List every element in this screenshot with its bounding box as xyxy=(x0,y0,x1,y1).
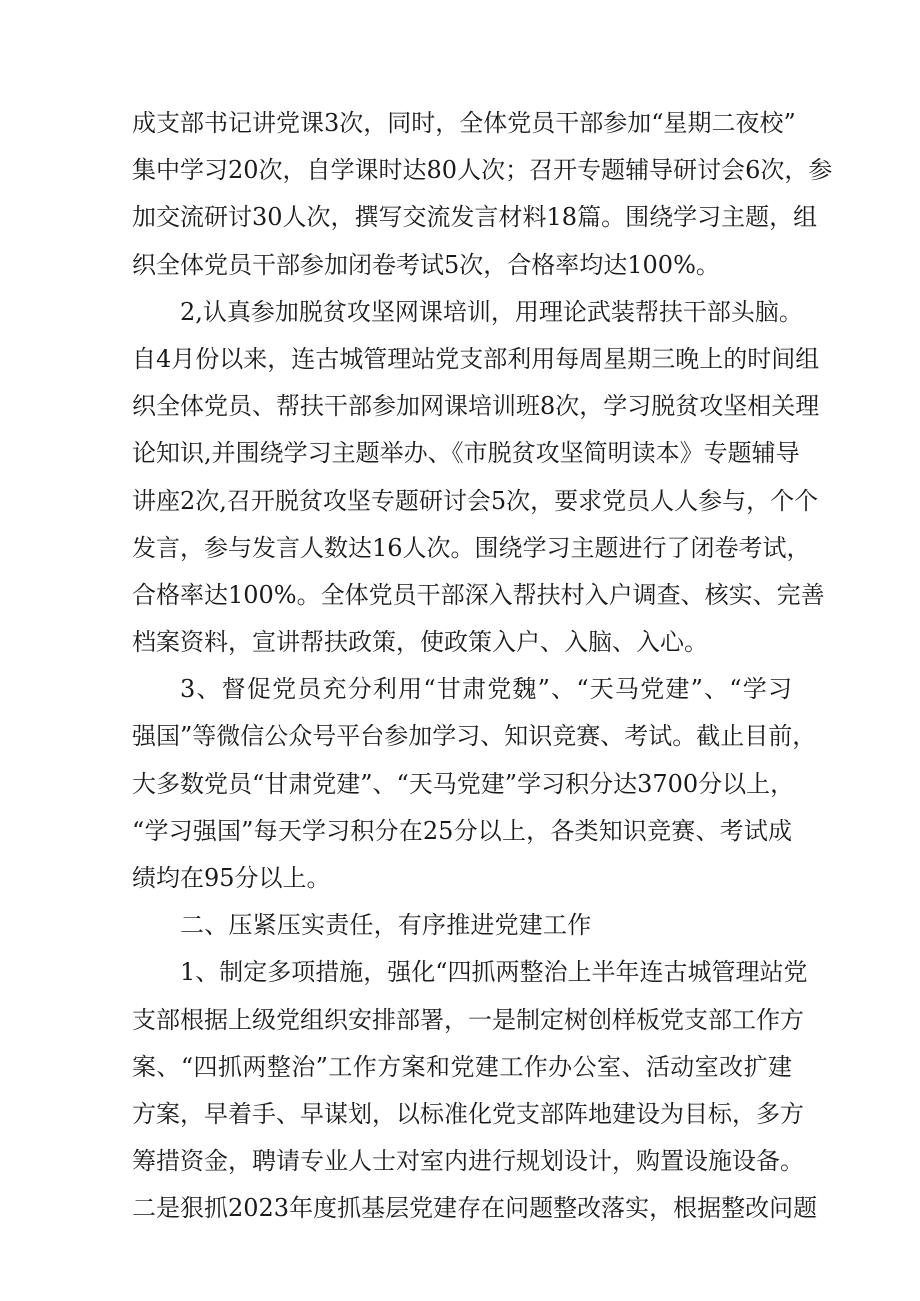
text-line: 绩均在95分以上。 xyxy=(132,864,331,892)
text-line: 大多数党员“甘肃党建”、“天马党建”学习积分达3700分以上， xyxy=(132,769,795,798)
text-line: 方案，早着手、早谋划，以标准化党支部阵地建设为目标，多方 xyxy=(132,1099,804,1128)
text-line: 集中学习20次，自学课时达80人次；召开专题辅导研讨会6次，参 xyxy=(132,156,833,185)
paragraph-item-4 xyxy=(132,949,818,1232)
document-body xyxy=(132,100,833,1233)
text-line: 织全体党员干部参加闭卷考试5次，合格率均达100%。 xyxy=(132,250,720,279)
text-line: 支部根据上级党组织安排部署，一是制定树创样板党支部工作方 xyxy=(132,1005,804,1034)
paragraph-item-3 xyxy=(132,666,817,902)
text-line: 合格率达100%。全体党员干部深入帮扶村入户调查、核实、完善 xyxy=(132,580,825,609)
text-line: 论知识,并围绕学习主题举办、《市脱贫攻坚简明读本》专题辅导 xyxy=(132,439,800,468)
text-line: 2,认真参加脱贫攻坚网课培训，用理论武装帮扶干部头脑。 xyxy=(180,297,803,326)
text-line: “学习强国”每天学习积分在25分以上，各类知识竞赛、考试成 xyxy=(132,816,792,845)
paragraph-item-2 xyxy=(132,289,825,667)
text-line: 强国”等微信公众号平台参加学习、知识竞赛、考试。截止目前， xyxy=(132,722,817,751)
text-line: 1、制定多项措施，强化“四抓两整治上半年连古城管理站党 xyxy=(180,958,808,987)
text-line: 筹措资金，聘请专业人士对室内进行规划设计，购置设施设备。 xyxy=(132,1147,804,1176)
paragraph-continuation xyxy=(132,100,833,289)
text-line: 档案资料，宣讲帮扶政策，使政策入户、入脑、入心。 xyxy=(132,628,708,657)
text-line: 加交流研讨30人次，撰写交流发言材料18篇。围绕学习主题，组 xyxy=(132,203,818,232)
text-line: 二是狠抓2023年度抓基层党建存在问题整改落实，根据整改问题 xyxy=(132,1194,818,1223)
text-line: 自4月份以来，连古城管理站党支部利用每周星期三晚上的时间组 xyxy=(132,344,820,373)
text-line: 案、“四抓两整治”工作方案和党建工作办公室、活动室改扩建 xyxy=(132,1052,792,1081)
text-line: 发言，参与发言人数达16人次。围绕学习主题进行了闭卷考试， xyxy=(132,533,811,562)
text-line: 讲座2次,召开脱贫攻坚专题研讨会5次，要求党员人人参与，个个 xyxy=(132,486,819,515)
text-line: 3、督促党员充分利用“甘肃党魏”、“天马党建”、“学习 xyxy=(180,675,792,704)
text-line: 织全体党员、帮扶干部参加网课培训班8次，学习脱贫攻坚相关理 xyxy=(132,392,820,421)
section-heading: 二、压紧压实责任，有序推进党建工作 xyxy=(180,911,592,940)
text-line: 成支部书记讲党课3次，同时，全体党员干部参加“星期二夜校” xyxy=(132,109,796,137)
